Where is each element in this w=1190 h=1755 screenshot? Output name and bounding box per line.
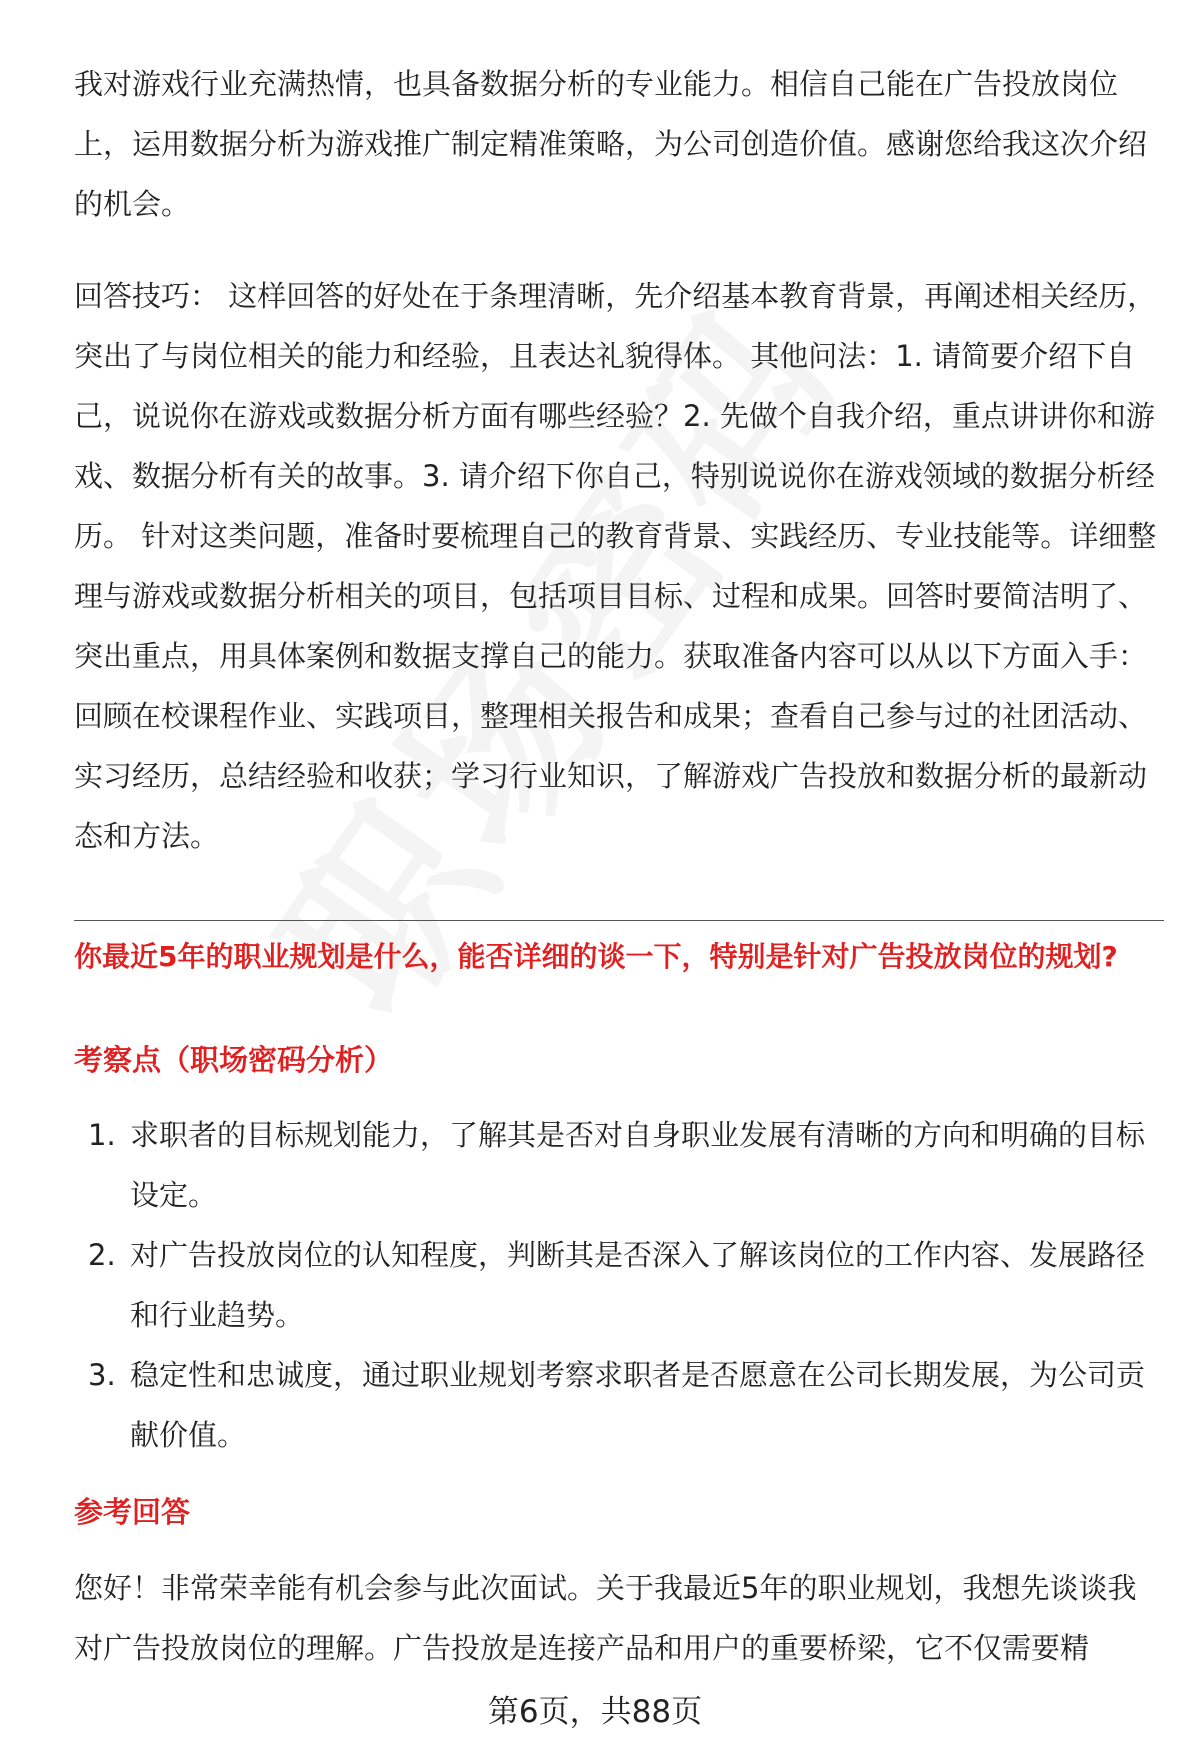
list-item (74, 1105, 1164, 1225)
assessment-points-heading: 考察点（职场密码分析） (74, 1043, 394, 1077)
reference-answer-heading: 参考回答 (74, 1495, 191, 1529)
reference-answer-paragraph: 您好！非常荣幸能有机会参与此次面试。关于我最近5年的职业规划，我想先谈谈我对广告投放岗位的理解。广告投放是连接产品和用户的重要桥梁，它不仅需要精 (74, 1571, 1137, 1665)
list-item-number: 2. (88, 1238, 116, 1272)
section-divider (74, 920, 1164, 921)
assessment-points-list (74, 1105, 1164, 1465)
list-item-number: 3. (88, 1358, 116, 1392)
list-item-text: 稳定性和忠诚度，通过职业规划考察求职者是否愿意在公司长期发展，为公司贡献价值。 (130, 1358, 1146, 1452)
list-item-text: 求职者的目标规划能力，了解其是否对自身职业发展有清晰的方向和明确的目标设定。 (130, 1118, 1146, 1212)
answer-tips-paragraph: 回答技巧： 这样回答的好处在于条理清晰，先介绍基本教育背景，再阐述相关经历，突出了与岗位相关的能力和经验，且表达礼貌得体。 其他问法：1. 请简要介绍下自己，说说你在游戏或数据分析方面有哪些经验？2. 先做个自我介绍，重点讲讲你和游戏、数据分析有关的故事。3. 请介绍下你自己，特别说说你在游戏领域的数据分析经历。 针对这类问题，准备时要梳理自己的教育背景、实践经历、专业技能等。详细整理与游戏或数据分析相关的项目，包括项目目标、过程和成果。回答时要简洁明了、突出重点，用具体案例和数据支撑自己的能力。获取准备内容可以从以下方面入手：回顾在校课程作业、实践项目，整理相关报告和成果；查看自己参与过的社团活动、实习经历，总结经验和收获；学习行业知识，了解游戏广告投放和数据分析的最新动态和方法。 (74, 279, 1157, 853)
list-item (74, 1345, 1164, 1465)
list-item-number: 1. (88, 1118, 116, 1152)
list-item-text: 对广告投放岗位的认知程度，判断其是否深入了解该岗位的工作内容、发展路径和行业趋势。 (130, 1238, 1146, 1332)
page-number-footer: 第6页，共88页 (487, 1694, 703, 1730)
intro-paragraph: 我对游戏行业充满热情，也具备数据分析的专业能力。相信自己能在广告投放岗位上，运用数据分析为游戏推广制定精准策略，为公司创造价值。感谢您给我这次介绍的机会。 (74, 67, 1148, 221)
list-item (74, 1225, 1164, 1345)
interview-question: 你最近5年的职业规划是什么，能否详细的谈一下，特别是针对广告投放岗位的规划? (74, 940, 1118, 973)
